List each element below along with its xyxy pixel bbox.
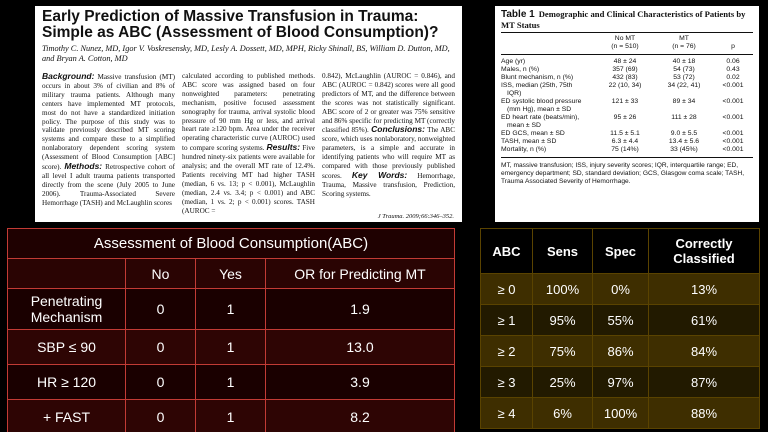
abc-header-no: No (126, 259, 196, 289)
nomt-value: 95 ± 26 (613, 114, 637, 121)
p-value: <0.001 (722, 114, 744, 121)
table-row (8, 400, 455, 432)
specificity-value: 100% (593, 398, 649, 429)
p-value: 0.43 (726, 66, 740, 73)
nomt-value: 432 (83) (612, 74, 638, 81)
p-value: <0.001 (722, 146, 744, 153)
table-row (501, 98, 753, 106)
row-label: mean ± SD (507, 122, 541, 129)
results-text: Five hundred ninety-six patients were available for analysis; and the overall MT rate of 12.4%. Patients receiving MT had higher TASH (median, 6 vs. 13; p < 0.001), McLaughlin (median, 2.4 vs. 3.4; p < 0.001) and ABC (median, 1 vs. 2; p < 0.001) scores. TASH (AUROC = (182, 144, 315, 215)
abc-no-value: 0 (126, 400, 196, 432)
nomt-value: 22 (10, 34) (608, 82, 642, 89)
abc-row-label: Penetrating Mechanism (8, 289, 126, 330)
table-row (501, 122, 753, 130)
table1-number: Table 1 (501, 9, 535, 20)
table-row (481, 274, 760, 305)
abc-row-label: SBP ≤ 90 (8, 330, 126, 365)
p-value: <0.001 (722, 82, 744, 89)
row-label: Mortality, n (%) (501, 146, 547, 153)
table-row (501, 106, 753, 114)
correctly-classified-value: 88% (649, 398, 760, 429)
sensitivity-value: 6% (533, 398, 593, 429)
background-heading: Background: (42, 71, 95, 81)
keywords-heading: Key Words: (351, 169, 408, 180)
abc-no-value: 0 (126, 365, 196, 400)
conclusions-text: The ABC score, which uses nonlaboratory, nonweighted parameters, is a simple and accurate in identifying patients who will require MT as compared with those previously published scores. (322, 126, 455, 180)
abc-threshold: ≥ 1 (481, 305, 533, 336)
mt-value: 13.4 ± 5.6 (668, 138, 700, 145)
abc-or-value: 3.9 (266, 365, 455, 400)
abc-yes-value: 1 (196, 365, 266, 400)
row-label: Age (yr) (501, 58, 526, 65)
methods-text: Retrospective cohort of all level I adult trauma patients transported directly from the scene (July 2005 to June 2006). Trauma-Associated Severe Hemorrhage (TASH) and McLaughlin scores (42, 163, 175, 207)
table-row (8, 365, 455, 400)
table-row (481, 305, 760, 336)
abc-threshold: ≥ 3 (481, 367, 533, 398)
table1-header-p (713, 35, 753, 51)
table-row (501, 114, 753, 122)
sens-header-spec: Spec (593, 229, 649, 274)
table1-mt-n: (n = 76) (672, 43, 696, 50)
keywords-text: Hemorrhage, Trauma, Massive transfusion, Prediction, Scoring systems. (322, 171, 455, 198)
abc-yes-value: 1 (196, 400, 266, 432)
row-label: ED systolic blood pressure (501, 98, 582, 105)
sens-header-row (481, 229, 760, 274)
row-label: Males, n (%) (501, 66, 540, 73)
mt-value: 89 ± 34 (672, 98, 696, 105)
sensitivity-value: 75% (533, 336, 593, 367)
correctly-classified-value: 84% (649, 336, 760, 367)
row-label: ED heart rate (beats/min), (501, 114, 580, 121)
abc-yes-value: 1 (196, 289, 266, 330)
table1-mt-label: MT (679, 35, 689, 42)
abc-header-blank (8, 259, 126, 289)
sensitivity-value: 100% (533, 274, 593, 305)
p-value (713, 106, 753, 114)
row-label: (mm Hg), mean ± SD (507, 106, 572, 113)
abc-row-label: HR ≥ 120 (8, 365, 126, 400)
p-value: 0.06 (726, 58, 740, 65)
correctly-classified-value: 61% (649, 305, 760, 336)
table1-top-rule (501, 32, 753, 33)
results-text-continued: 0.842), McLaughlin (AUROC = 0.846), and ABC (AUROC = 0.842) scores were all good predictors of MT, and the difference between the scores was not statistically significant. ABC score of 2 or greater was 75% sensitive and 86% specific for predicting MT (correctly classified 85%). (322, 72, 455, 135)
table-row (501, 130, 753, 138)
paper-authors: Timothy C. Nunez, MD, Igor V. Voskresensky, MD, Lesly A. Dossett, MD, MPH, Ricky Shinall, BS, William D. Dutton, MD, and Bryan A. Cotton, MD (42, 44, 450, 63)
p-value (713, 90, 753, 98)
nomt-value: 121 ± 33 (611, 98, 639, 105)
conclusions-heading: Conclusions: (371, 124, 425, 135)
paper-excerpt (35, 6, 462, 222)
abc-or-value: 1.9 (266, 289, 455, 330)
abc-no-value: 0 (126, 289, 196, 330)
journal-citation: J Trauma. 2009;66:346–352. (377, 213, 454, 220)
correctly-classified-value: 87% (649, 367, 760, 398)
sens-header-abc: ABC (481, 229, 533, 274)
abc-sensitivity-table (480, 228, 760, 429)
p-value: 0.02 (726, 74, 740, 81)
table1-title (501, 9, 753, 30)
table1-panel (495, 6, 759, 222)
nomt-value (595, 122, 655, 130)
methods-text-continued: calculated according to published methods. ABC score was assigned based on four nonweighted parameters: penetrating mechanism, positive focused assessment sonography for trauma, arrival systolic blood pressure of 90 mm Hg or less, and arrival heart rate ≥120 bpm. Area under the receiver operating characteristic curve (AUROC) used to compare scoring systems. (182, 72, 315, 153)
abc-or-value: 13.0 (266, 330, 455, 365)
abc-table-caption: Assessment of Blood Consumption(ABC) (8, 229, 455, 259)
specificity-value: 86% (593, 336, 649, 367)
row-label: IQR) (507, 90, 522, 97)
nomt-value: 11.5 ± 5.1 (610, 130, 640, 137)
nomt-value (595, 90, 655, 98)
sensitivity-value: 95% (533, 305, 593, 336)
abc-yes-value: 1 (196, 330, 266, 365)
table1-body (501, 55, 753, 158)
p-value: <0.001 (722, 130, 744, 137)
mt-value: 40 ± 18 (672, 58, 696, 65)
table-row (501, 146, 753, 154)
correctly-classified-value: 13% (649, 274, 760, 305)
p-value (713, 122, 753, 130)
row-label: ED GCS, mean ± SD (501, 130, 565, 137)
table-row (501, 58, 753, 66)
specificity-value: 55% (593, 305, 649, 336)
row-label: ISS, median (25th, 75th (501, 82, 573, 89)
mt-value: 33 (45%) (670, 146, 698, 153)
table-row (481, 336, 760, 367)
table-row (501, 82, 753, 90)
abc-threshold: ≥ 2 (481, 336, 533, 367)
abc-threshold: ≥ 4 (481, 398, 533, 429)
nomt-value: 6.3 ± 4.4 (611, 138, 639, 145)
abc-header-row (8, 259, 455, 289)
specificity-value: 0% (593, 274, 649, 305)
abc-threshold: ≥ 0 (481, 274, 533, 305)
table-row (501, 74, 753, 82)
abstract-column-3 (322, 72, 455, 216)
table-row (501, 66, 753, 74)
table-row (8, 330, 455, 365)
row-label: Blunt mechanism, n (%) (501, 74, 574, 81)
mt-value: 54 (73) (673, 66, 695, 73)
table1-nomt-label: No MT (614, 35, 636, 42)
paper-title: Early Prediction of Massive Transfusion in Trauma: Simple as ABC (Assessment of Blood Consumption)? (42, 8, 439, 41)
table-row (481, 367, 760, 398)
nomt-value (595, 106, 655, 114)
p-value: <0.001 (722, 98, 744, 105)
abstract-column-1 (42, 72, 175, 216)
mt-value: 9.0 ± 5.5 (670, 130, 698, 137)
methods-heading: Methods: (64, 161, 103, 172)
mt-value: 111 ± 28 (671, 114, 697, 121)
table1-footnote: MT, massive transfusion; ISS, injury severity scores; IQR, interquartile range; ED, emergency department; SD, standard deviation; GCS, Glasgow coma scale; TASH, Trauma Associated Severity of Hemorrhage. (501, 162, 745, 185)
nomt-value: 75 (14%) (611, 146, 639, 153)
table1-header-mt (655, 35, 713, 51)
mt-value (655, 122, 713, 130)
table1-header-blank (501, 35, 595, 51)
abc-header-or: OR for Predicting MT (266, 259, 455, 289)
table-row (481, 398, 760, 429)
abc-header-yes: Yes (196, 259, 266, 289)
abstract-column-2 (182, 72, 315, 216)
p-value: <0.001 (722, 138, 744, 145)
sensitivity-value: 25% (533, 367, 593, 398)
abc-no-value: 0 (126, 330, 196, 365)
table1-nomt-n: (n = 510) (611, 43, 639, 50)
table1-header-row (501, 35, 753, 55)
table-row (501, 90, 753, 98)
nomt-value: 357 (69) (612, 66, 638, 73)
mt-value (655, 106, 713, 114)
table1-title-text: Demographic and Clinical Characteristics of Patients by MT Status (501, 9, 746, 30)
mt-value: 34 (22, 41) (667, 82, 701, 89)
results-heading: Results: (266, 142, 301, 153)
sens-header-sens: Sens (533, 229, 593, 274)
row-label: TASH, mean ± SD (501, 138, 557, 145)
background-text: Massive transfusion (MT) occurs in about 3% of civilian and 8% of military trauma patients. Although many centers have implemented MT protocols, most do not have a standardized initiation policy. The purpose of this study was to validate previously described MT scoring systems and compare these to a simplified nonlaboratory dependent scoring system (Assessment of Blood Consumption [ABC] score). (42, 73, 176, 172)
sens-header-correctly-classified: Correctly Classified (649, 229, 760, 274)
mt-value (655, 90, 713, 98)
table-row (501, 138, 753, 146)
table1-p-label: p (731, 43, 735, 50)
abc-score-table (7, 228, 455, 432)
abc-or-value: 8.2 (266, 400, 455, 432)
nomt-value: 48 ± 24 (613, 58, 637, 65)
mt-value: 53 (72) (673, 74, 695, 81)
specificity-value: 97% (593, 367, 649, 398)
abc-row-label: + FAST (8, 400, 126, 432)
table1-header-nomt (595, 35, 655, 51)
abstract-columns (42, 72, 455, 216)
table-row (8, 289, 455, 330)
